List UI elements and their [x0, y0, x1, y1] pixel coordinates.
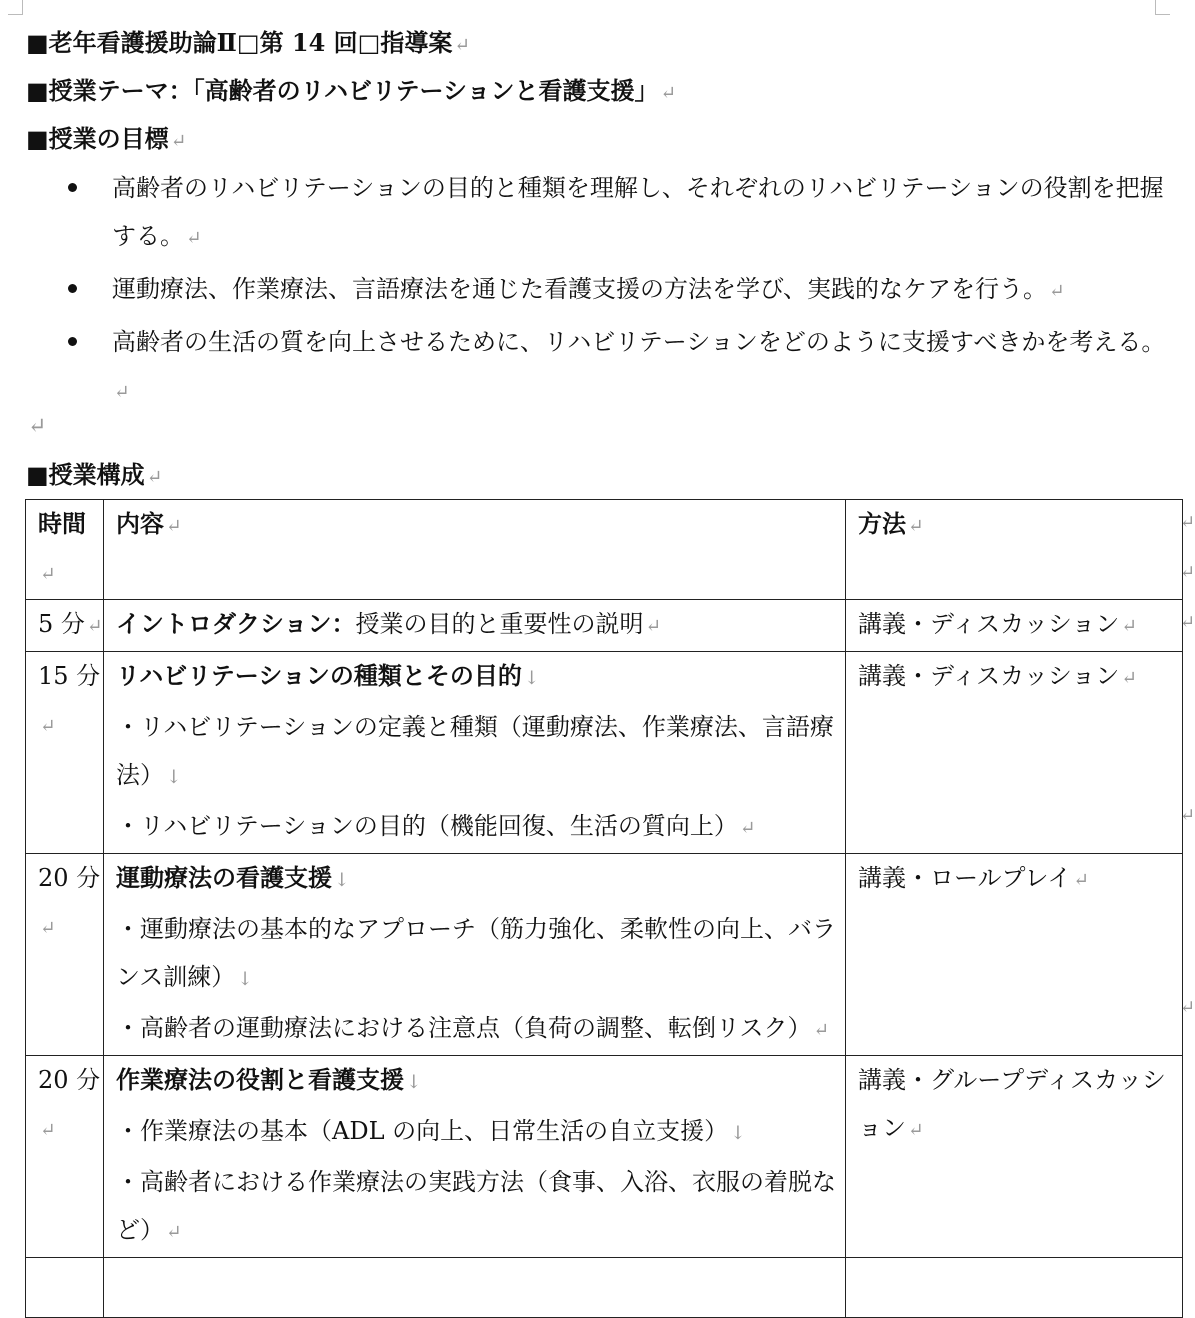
- row-end-mark: ↵: [1180, 997, 1195, 1018]
- objective-item: 高齢者のリハビリテーションの目的と種類を理解し、それぞれのリハビリテーションの役割を把握する。 ↵: [0, 164, 1188, 263]
- paragraph-mark: ↵: [660, 83, 677, 104]
- row-end-mark: ↵: [1180, 562, 1195, 583]
- row-time: 20 分↵: [26, 1056, 104, 1258]
- row-content: 作業療法の役割と看護支援 ↓ ・作業療法の基本（ADL の向上、日常生活の自立支援） ↓ ・高齢者における作業療法の実践方法（食事、入浴、衣服の着脱など） ↵: [104, 1056, 846, 1258]
- lesson-theme: ■授業テーマ：「高齢者のリハビリテーションと看護支援」 ↵: [26, 76, 677, 105]
- table-row: [26, 854, 1183, 1056]
- row-method: 講義・ディスカッション ↵: [846, 652, 1183, 854]
- row-content: リハビリテーションの種類とその目的 ↓ ・リハビリテーションの定義と種類（運動療法、作業療法、言語療法） ↓ ・リハビリテーションの目的（機能回復、生活の質向上） ↵: [104, 652, 846, 854]
- empty-paragraph-mark: ↵: [28, 414, 47, 439]
- paragraph-mark: ↵: [1049, 281, 1065, 302]
- structure-heading: ■授業構成 ↵: [26, 460, 163, 489]
- row-content: 運動療法の看護支援 ↓ ・運動療法の基本的なアプローチ（筋力強化、柔軟性の向上、バランス訓練） ↓ ・高齢者の運動療法における注意点（負荷の調整、転倒リスク） ↵: [104, 854, 846, 1056]
- table-header-row: [26, 500, 1183, 600]
- row-time: 5 分 ↵: [26, 600, 104, 652]
- objective-item: 運動療法、作業療法、言語療法を通じた看護支援の方法を学び、実践的なケアを行う。 ↵: [0, 265, 1188, 316]
- row-method: 講義・ディスカッション ↵: [846, 600, 1183, 652]
- table-row: [26, 1056, 1183, 1258]
- header-method: 方法 ↵: [846, 500, 1183, 600]
- header-content: 内容 ↵: [104, 500, 846, 600]
- paragraph-mark: ↵: [146, 467, 163, 488]
- row-end-mark: ↵: [1180, 805, 1195, 826]
- paragraph-mark: ↵: [114, 382, 130, 403]
- table-row-partial: [26, 1258, 1183, 1318]
- crop-mark-top-left: [8, 0, 23, 15]
- header-time: 時間↵: [26, 500, 104, 600]
- row-method: 講義・グループディスカッション ↵: [846, 1056, 1183, 1258]
- table-row: [26, 652, 1183, 854]
- objective-item: 高齢者の生活の質を向上させるために、リハビリテーションをどのように支援すべきかを考える。↵: [0, 318, 1188, 417]
- paragraph-mark: ↵: [170, 131, 187, 152]
- table-row: [26, 600, 1183, 652]
- objectives-heading: ■授業の目標 ↵: [26, 124, 187, 153]
- lesson-plan-table: [25, 499, 1183, 1318]
- row-content: イントロダクション：授業の目的と重要性の説明 ↵: [104, 600, 846, 652]
- row-end-mark: ↵: [1180, 612, 1195, 633]
- document-title: ■老年看護援助論Ⅱ□第 14 回□指導案 ↵: [26, 28, 471, 57]
- objectives-list: [0, 164, 1188, 419]
- row-time: 15 分↵: [26, 652, 104, 854]
- paragraph-mark: ↵: [186, 228, 202, 249]
- row-method: 講義・ロールプレイ ↵: [846, 854, 1183, 1056]
- row-end-mark: ↵: [1180, 512, 1195, 533]
- crop-mark-top-right: [1155, 0, 1170, 15]
- paragraph-mark: ↵: [454, 35, 471, 56]
- row-time: 20 分↵: [26, 854, 104, 1056]
